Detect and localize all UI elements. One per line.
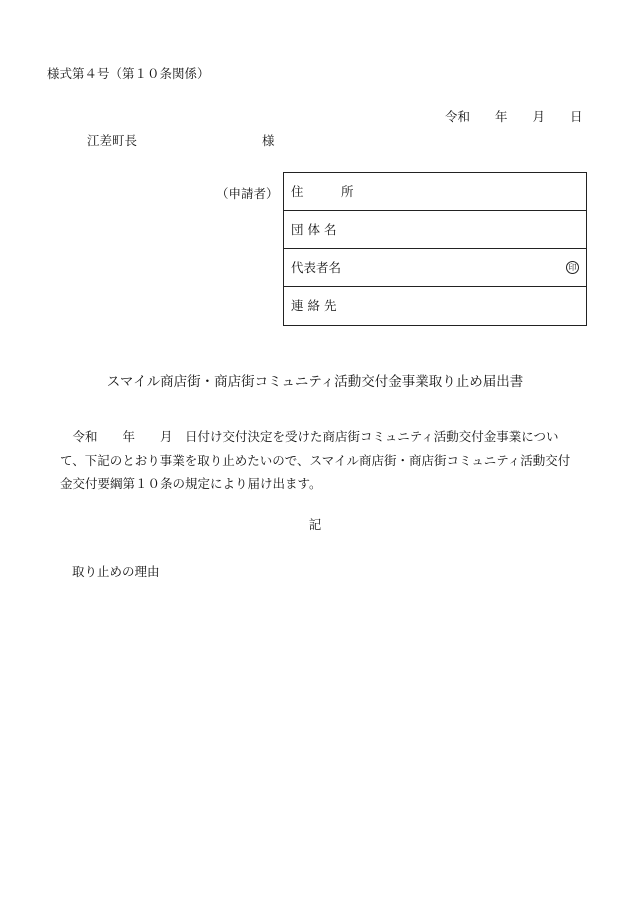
document-title: スマイル商店街・商店街コミュニティ活動交付金事業取り止め届出書 xyxy=(106,374,524,390)
addressee: 江差町長 様 xyxy=(87,133,275,148)
applicant-row-address xyxy=(284,173,586,211)
applicant-table xyxy=(283,172,587,326)
body-text xyxy=(60,425,587,496)
date-line: 令和 年 月 日 xyxy=(445,109,583,124)
body-line: 金交付要綱第１０条の規定により届け出ます。 xyxy=(60,476,322,491)
contact-label: 連 絡 先 xyxy=(291,298,337,313)
body-line: 令和 年 月 日付け交付決定を受けた商店街コミュニティ活動交付金事業につい xyxy=(60,429,559,444)
address-label: 住 所 xyxy=(291,184,354,199)
ki-heading: 記 xyxy=(308,517,322,532)
organization-label: 団 体 名 xyxy=(291,222,337,237)
applicant-label: （申請者） xyxy=(216,186,279,201)
reason-label: 取り止めの理由 xyxy=(72,564,160,579)
form-number: 様式第４号（第１０条関係） xyxy=(47,66,210,81)
applicant-row-organization xyxy=(284,211,586,249)
body-line: て、下記のとおり事業を取り止めたいので、スマイル商店街・商店街コミュニティ活動交付 xyxy=(60,452,571,468)
seal-icon: 印 xyxy=(566,261,579,274)
applicant-row-representative xyxy=(284,249,586,287)
representative-label: 代表者名 xyxy=(291,260,342,275)
applicant-row-contact xyxy=(284,287,586,326)
